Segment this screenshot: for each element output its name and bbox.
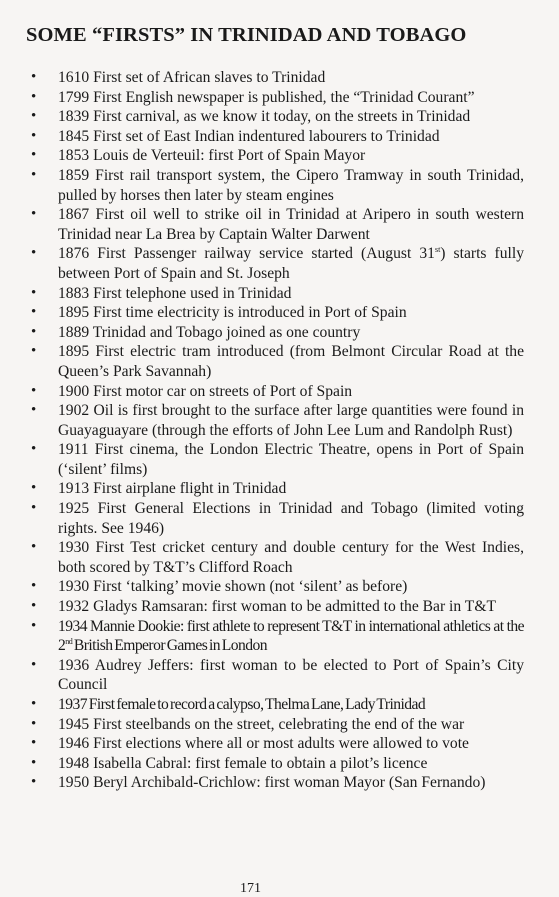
bullet-icon: •: [31, 578, 37, 595]
list-item-text: 1930 First ‘talking’ movie shown (not ‘silent’ as before): [58, 578, 408, 596]
list-item: [0, 754, 559, 774]
list-item-text: 1945 First steelbands on the street, celebrating the end of the war: [58, 715, 465, 733]
bullet-icon: •: [31, 88, 37, 105]
list-item-text: 1950 Beryl Archibald-Crichlow: first woman Mayor (San Fernando): [58, 774, 486, 792]
list-item-text: 1895 First electric tram introduced (from Belmont Circular Road at the Queen’s Park Savannah): [58, 343, 524, 380]
list-item-text: 1895 First time electricity is introduced in Port of Spain: [58, 304, 407, 322]
list-item-text: 1853 Louis de Verteuil: first Port of Spain Mayor: [58, 147, 366, 165]
bullet-icon: •: [31, 343, 37, 360]
list-item: [0, 88, 559, 108]
list-item-text: 1902 Oil is first brought to the surface after large quantities were found in Guayaguayare (through the efforts of John Lee Lum and Randolph Rust): [58, 402, 524, 439]
bullet-icon: •: [31, 402, 37, 419]
bullet-icon: •: [31, 656, 37, 673]
list-item: [0, 734, 559, 754]
list-item: [0, 597, 559, 617]
bullet-icon: •: [31, 598, 37, 615]
list-item: [0, 323, 559, 343]
list-item: [0, 127, 559, 147]
bullet-icon: •: [31, 539, 37, 556]
list-item: [0, 68, 559, 88]
list-item: [0, 342, 559, 381]
list-item: [0, 695, 559, 715]
list-item: [0, 773, 559, 793]
list-item: [0, 617, 559, 656]
list-item: [0, 401, 559, 440]
list-item-text: 1889 Trinidad and Tobago joined as one country: [58, 323, 361, 341]
bullet-icon: •: [31, 127, 37, 144]
list-item: [0, 656, 559, 695]
bullet-icon: •: [31, 500, 37, 517]
list-item-text: 1936 Audrey Jeffers: first woman to be elected to Port of Spain’s City Council: [58, 656, 524, 694]
list-item: [0, 244, 559, 283]
list-item-text: 1610 First set of African slaves to Trinidad: [58, 69, 326, 86]
list-item-text: 1911 First cinema, the London Electric Theatre, opens in Port of Spain (‘silent’ films): [58, 441, 524, 478]
list-item: [0, 577, 559, 597]
list-item-text: 1913 First airplane flight in Trinidad: [58, 480, 287, 498]
list-item-text: 1799 First English newspaper is published, the “Trinidad Courant”: [58, 88, 475, 106]
list-item: [0, 499, 559, 538]
list-item: [0, 479, 559, 499]
bullet-icon: •: [31, 147, 37, 164]
list-item-text: 1925 First General Elections in Trinidad and Tobago (limited voting rights. See 1946): [58, 500, 524, 537]
list-item: [0, 382, 559, 402]
list-item: [0, 205, 559, 244]
bullet-icon: •: [31, 441, 37, 458]
list-item: [0, 107, 559, 127]
list-item-text: 1937 First female to record a calypso, Thelma Lane, Lady Trinidad: [58, 696, 426, 713]
bullet-icon: •: [31, 480, 37, 497]
list-item-text: 1883 First telephone used in Trinidad: [58, 284, 292, 302]
list-item-text: 1845 First set of East Indian indentured labourers to Trinidad: [58, 127, 440, 145]
list-item-text: 1948 Isabella Cabral: first female to obtain a pilot’s licence: [58, 754, 428, 772]
list-item-text: 1932 Gladys Ramsaran: first woman to be admitted to the Bar in T&T: [58, 598, 496, 616]
bullet-icon: •: [31, 69, 37, 85]
ordinal-suffix: st: [434, 245, 441, 255]
list-item-text: 1934 Mannie Dookie: first athlete to represent T&T in international athletics at the 2: [58, 617, 524, 655]
firsts-list: [0, 68, 559, 793]
list-item: [0, 715, 559, 735]
bullet-icon: •: [31, 245, 37, 262]
list-item: [0, 166, 559, 205]
list-item-text: 1859 First rail transport system, the Cipero Tramway in south Trinidad, pulled by horses then later by steam engines: [58, 166, 524, 204]
bullet-icon: •: [31, 284, 37, 301]
bullet-icon: •: [31, 304, 37, 321]
bullet-icon: •: [31, 323, 37, 340]
bullet-icon: •: [31, 617, 36, 634]
list-item-text: ) starts fully between Port of Spain and St. Joseph: [58, 245, 524, 282]
list-item-text: British Emperor Games in London: [72, 637, 268, 655]
bullet-icon: •: [31, 108, 37, 125]
list-item-text: 1946 First elections where all or most adults were allowed to vote: [58, 735, 469, 753]
list-item-text: 1839 First carnival, as we know it today, on the streets in Trinidad: [58, 108, 471, 126]
list-item: [0, 538, 559, 577]
bullet-icon: •: [31, 206, 37, 223]
bullet-icon: •: [31, 774, 37, 791]
bullet-icon: •: [31, 696, 36, 712]
bullet-icon: •: [31, 382, 37, 399]
list-item-text: 1930 First Test cricket century and double century for the West Indies, both scored by T&T’s Clifford Roach: [58, 539, 524, 576]
bullet-icon: •: [31, 166, 37, 183]
list-item: [0, 303, 559, 323]
bullet-icon: •: [31, 735, 37, 752]
list-item-text: 1900 First motor car on streets of Port of Spain: [58, 382, 353, 400]
bullet-icon: •: [31, 754, 37, 771]
list-item: [0, 146, 559, 166]
page-title: SOME “FIRSTS” IN TRINIDAD AND TOBAGO: [26, 24, 467, 46]
list-item: [0, 440, 559, 479]
list-item: [0, 284, 559, 304]
ordinal-suffix: nd: [65, 637, 73, 647]
list-item-text: 1867 First oil well to strike oil in Trinidad at Aripero in south western Trinidad near La Brea by Captain Walter Darwent: [58, 206, 524, 243]
bullet-icon: •: [31, 715, 37, 732]
list-item-text: 1876 First Passenger railway service started (August 31: [58, 245, 435, 263]
page-number: 171: [240, 881, 261, 896]
